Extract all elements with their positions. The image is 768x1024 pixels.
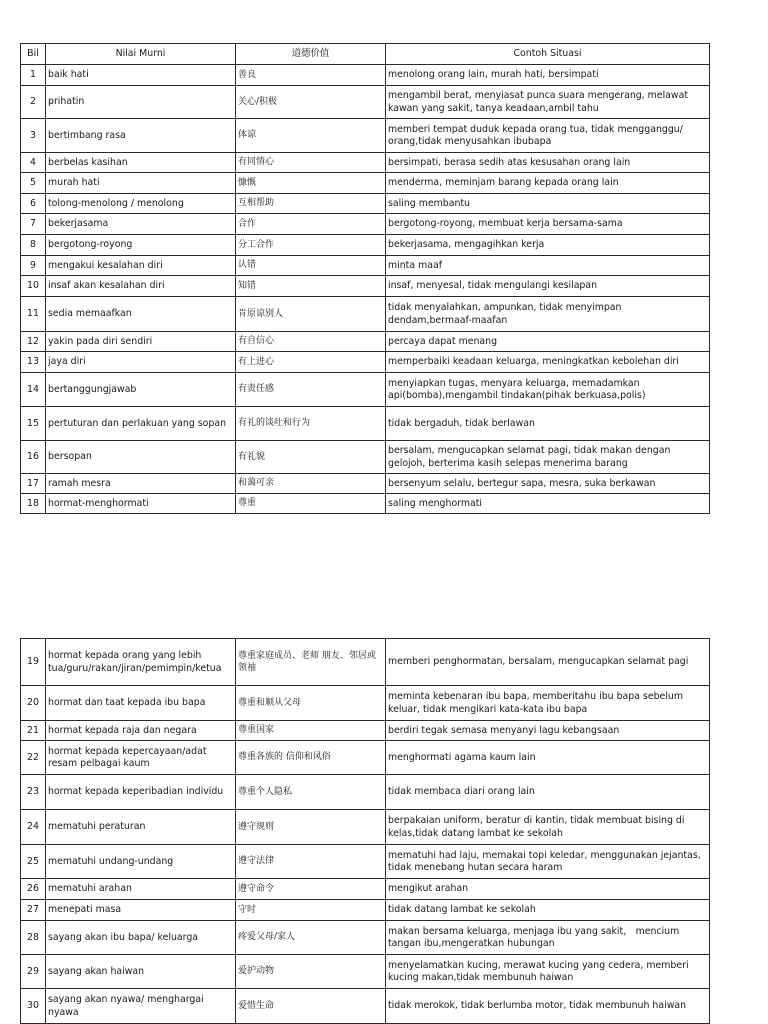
cell-bil: 3 (21, 119, 46, 153)
cell-nilai-murni: hormat kepada raja dan negara (46, 721, 236, 741)
cell-bil: 26 (21, 879, 46, 900)
cell-chinese-value: 体谅 (236, 119, 386, 153)
cell-nilai-murni: bertimbang rasa (46, 119, 236, 153)
table-header-row (21, 44, 710, 65)
cell-bil: 9 (21, 256, 46, 276)
table-row (21, 407, 710, 441)
cell-contoh-situasi: minta maaf (386, 256, 710, 276)
cell-nilai-murni: prihatin (46, 86, 236, 119)
cell-chinese-value: 遵守命令 (236, 879, 386, 900)
cell-chinese-value: 尊重家庭成员、老师 朋友、邻居或领袖 (236, 639, 386, 686)
cell-chinese-value: 肯原谅别人 (236, 297, 386, 332)
cell-contoh-situasi: tidak datang lambat ke sekolah (386, 900, 710, 921)
cell-bil: 25 (21, 845, 46, 879)
cell-bil: 8 (21, 235, 46, 256)
table-row (21, 352, 710, 373)
cell-bil: 24 (21, 810, 46, 845)
cell-chinese-value: 认错 (236, 256, 386, 276)
cell-chinese-value: 有礼的谈吐和行为 (236, 407, 386, 441)
cell-chinese-value: 有上进心 (236, 352, 386, 373)
cell-chinese-value: 遵守规则 (236, 810, 386, 845)
header-nilai-murni: Nilai Murni (46, 44, 236, 65)
cell-nilai-murni: mengakui kesalahan diri (46, 256, 236, 276)
cell-contoh-situasi: makan bersama keluarga, menjaga ibu yang sakit， mencium tangan ibu,mengeratkan hubungan (386, 921, 710, 955)
cell-nilai-murni: bekerjasama (46, 214, 236, 235)
table-row (21, 775, 710, 810)
cell-contoh-situasi: saling menghormati (386, 494, 710, 514)
table-row (21, 86, 710, 119)
cell-chinese-value: 和蔼可亲 (236, 474, 386, 494)
table-row (21, 297, 710, 332)
cell-bil: 12 (21, 332, 46, 352)
cell-nilai-murni: mematuhi undang-undang (46, 845, 236, 879)
cell-bil: 17 (21, 474, 46, 494)
cell-bil: 15 (21, 407, 46, 441)
table-row (21, 474, 710, 494)
cell-contoh-situasi: bersimpati, berasa sedih atas kesusahan orang lain (386, 153, 710, 173)
cell-contoh-situasi: tidak merokok, tidak berlumba motor, tidak membunuh haiwan (386, 989, 710, 1024)
cell-bil: 28 (21, 921, 46, 955)
table-row (21, 173, 710, 194)
table-row (21, 214, 710, 235)
table-row (21, 256, 710, 276)
cell-bil: 27 (21, 900, 46, 921)
cell-bil: 14 (21, 373, 46, 407)
table-row (21, 955, 710, 989)
cell-contoh-situasi: menyelamatkan kucing, merawat kucing yang cedera, memberi kucing makan,tidak membunuh haiwan (386, 955, 710, 989)
cell-nilai-murni: jaya diri (46, 352, 236, 373)
cell-nilai-murni: hormat kepada orang yang lebih tua/guru/rakan/jiran/pemimpin/ketua (46, 639, 236, 686)
cell-contoh-situasi: bekerjasama, mengagihkan kerja (386, 235, 710, 256)
cell-contoh-situasi: mengikut arahan (386, 879, 710, 900)
cell-bil: 1 (21, 65, 46, 86)
cell-contoh-situasi: menghormati agama kaum lain (386, 741, 710, 775)
cell-contoh-situasi: menolong orang lain, murah hati, bersimpati (386, 65, 710, 86)
cell-bil: 20 (21, 686, 46, 721)
cell-nilai-murni: menepati masa (46, 900, 236, 921)
cell-nilai-murni: bersopan (46, 441, 236, 474)
cell-chinese-value: 爱护动物 (236, 955, 386, 989)
cell-chinese-value: 爱惜生命 (236, 989, 386, 1024)
cell-nilai-murni: sayang akan nyawa/ menghargai nyawa (46, 989, 236, 1024)
cell-nilai-murni: mematuhi peraturan (46, 810, 236, 845)
cell-nilai-murni: mematuhi arahan (46, 879, 236, 900)
cell-chinese-value: 疼爱父母/家人 (236, 921, 386, 955)
cell-bil: 18 (21, 494, 46, 514)
cell-nilai-murni: sedia memaafkan (46, 297, 236, 332)
cell-chinese-value: 有自信心 (236, 332, 386, 352)
table-row (21, 900, 710, 921)
cell-bil: 19 (21, 639, 46, 686)
cell-bil: 30 (21, 989, 46, 1024)
table-row (21, 373, 710, 407)
cell-nilai-murni: hormat kepada kepercayaan/adat resam pelbagai kaum (46, 741, 236, 775)
cell-bil: 2 (21, 86, 46, 119)
cell-contoh-situasi: meminta kebenaran ibu bapa, memberitahu ibu bapa sebelum keluar, tidak mengikari kata-kata ibu bapa (386, 686, 710, 721)
cell-contoh-situasi: tidak menyalahkan, ampunkan, tidak menyimpan dendam,bermaaf-maafan (386, 297, 710, 332)
cell-nilai-murni: berbelas kasihan (46, 153, 236, 173)
cell-contoh-situasi: menyiapkan tugas, menyara keluarga, memadamkan api(bomba),mengambil tindakan(pihak berkuasa,polis) (386, 373, 710, 407)
header-chinese-value: 道德价值 (236, 44, 386, 65)
header-contoh-situasi: Contoh Situasi (386, 44, 710, 65)
values-table-lower (20, 638, 710, 1024)
table-row (21, 119, 710, 153)
table-row (21, 721, 710, 741)
cell-nilai-murni: hormat-menghormati (46, 494, 236, 514)
cell-nilai-murni: ramah mesra (46, 474, 236, 494)
cell-contoh-situasi: memperbaiki keadaan keluarga, meningkatkan kebolehan diri (386, 352, 710, 373)
cell-chinese-value: 尊重个人隐私 (236, 775, 386, 810)
cell-contoh-situasi: bersalam, mengucapkan selamat pagi, tidak makan dengan gelojoh, berterima kasih selepas menerima barang (386, 441, 710, 474)
table-row (21, 194, 710, 214)
cell-chinese-value: 尊重和顺从父母 (236, 686, 386, 721)
cell-contoh-situasi: tidak membaca diari orang lain (386, 775, 710, 810)
cell-bil: 21 (21, 721, 46, 741)
cell-contoh-situasi: tidak bergaduh, tidak berlawan (386, 407, 710, 441)
table-row (21, 741, 710, 775)
cell-chinese-value: 关心/积极 (236, 86, 386, 119)
table-row (21, 276, 710, 297)
header-bil: Bil (21, 44, 46, 65)
cell-nilai-murni: bertanggungjawab (46, 373, 236, 407)
cell-contoh-situasi: memberi tempat duduk kepada orang tua, tidak mengganggu/ orang,tidak menyusahkan ibubapa (386, 119, 710, 153)
table-row (21, 332, 710, 352)
cell-bil: 5 (21, 173, 46, 194)
cell-contoh-situasi: percaya dapat menang (386, 332, 710, 352)
cell-bil: 10 (21, 276, 46, 297)
cell-contoh-situasi: bersenyum selalu, bertegur sapa, mesra, suka berkawan (386, 474, 710, 494)
cell-chinese-value: 尊重各族的 信仰和风俗 (236, 741, 386, 775)
cell-bil: 11 (21, 297, 46, 332)
table-row (21, 921, 710, 955)
cell-chinese-value: 慷慨 (236, 173, 386, 194)
cell-nilai-murni: bergotong-royong (46, 235, 236, 256)
cell-chinese-value: 有责任感 (236, 373, 386, 407)
table-row (21, 153, 710, 173)
cell-nilai-murni: hormat dan taat kepada ibu bapa (46, 686, 236, 721)
cell-bil: 23 (21, 775, 46, 810)
cell-nilai-murni: yakin pada diri sendiri (46, 332, 236, 352)
table-row (21, 879, 710, 900)
cell-nilai-murni: pertuturan dan perlakuan yang sopan (46, 407, 236, 441)
cell-nilai-murni: murah hati (46, 173, 236, 194)
cell-bil: 6 (21, 194, 46, 214)
cell-bil: 7 (21, 214, 46, 235)
cell-chinese-value: 守时 (236, 900, 386, 921)
cell-nilai-murni: sayang akan haiwan (46, 955, 236, 989)
cell-nilai-murni: hormat kepada keperibadian individu (46, 775, 236, 810)
cell-chinese-value: 善良 (236, 65, 386, 86)
cell-contoh-situasi: memberi penghormatan, bersalam, mengucapkan selamat pagi (386, 639, 710, 686)
values-table-upper (20, 43, 710, 514)
cell-contoh-situasi: berdiri tegak semasa menyanyi lagu kebangsaan (386, 721, 710, 741)
cell-bil: 16 (21, 441, 46, 474)
cell-chinese-value: 尊重国家 (236, 721, 386, 741)
cell-chinese-value: 互相帮助 (236, 194, 386, 214)
cell-chinese-value: 知错 (236, 276, 386, 297)
table-row (21, 686, 710, 721)
table-row (21, 989, 710, 1024)
cell-nilai-murni: baik hati (46, 65, 236, 86)
cell-bil: 22 (21, 741, 46, 775)
table-row (21, 639, 710, 686)
cell-chinese-value: 分工合作 (236, 235, 386, 256)
cell-contoh-situasi: saling membantu (386, 194, 710, 214)
table-row (21, 441, 710, 474)
cell-contoh-situasi: bergotong-royong, membuat kerja bersama-sama (386, 214, 710, 235)
cell-nilai-murni: sayang akan ibu bapa/ keluarga (46, 921, 236, 955)
cell-nilai-murni: tolong-menolong / menolong (46, 194, 236, 214)
cell-bil: 13 (21, 352, 46, 373)
cell-chinese-value: 合作 (236, 214, 386, 235)
cell-contoh-situasi: berpakaian uniform, beratur di kantin, tidak membuat bising di kelas,tidak datang lambat ke sekolah (386, 810, 710, 845)
table-row (21, 65, 710, 86)
cell-nilai-murni: insaf akan kesalahan diri (46, 276, 236, 297)
cell-contoh-situasi: mengambil berat, menyiasat punca suara mengerang, melawat kawan yang sakit, tanya keadaan,ambil tahu (386, 86, 710, 119)
table-row (21, 235, 710, 256)
table-row (21, 810, 710, 845)
table-row (21, 845, 710, 879)
cell-contoh-situasi: insaf, menyesal, tidak mengulangi kesilapan (386, 276, 710, 297)
cell-contoh-situasi: menderma, meminjam barang kepada orang lain (386, 173, 710, 194)
table-row (21, 494, 710, 514)
cell-chinese-value: 遵守法律 (236, 845, 386, 879)
cell-bil: 29 (21, 955, 46, 989)
cell-chinese-value: 有礼貌 (236, 441, 386, 474)
cell-contoh-situasi: mematuhi had laju, memakai topi keledar, menggunakan jejantas, tidak menebang hutan secara haram (386, 845, 710, 879)
cell-chinese-value: 有同情心 (236, 153, 386, 173)
cell-bil: 4 (21, 153, 46, 173)
cell-chinese-value: 尊重 (236, 494, 386, 514)
